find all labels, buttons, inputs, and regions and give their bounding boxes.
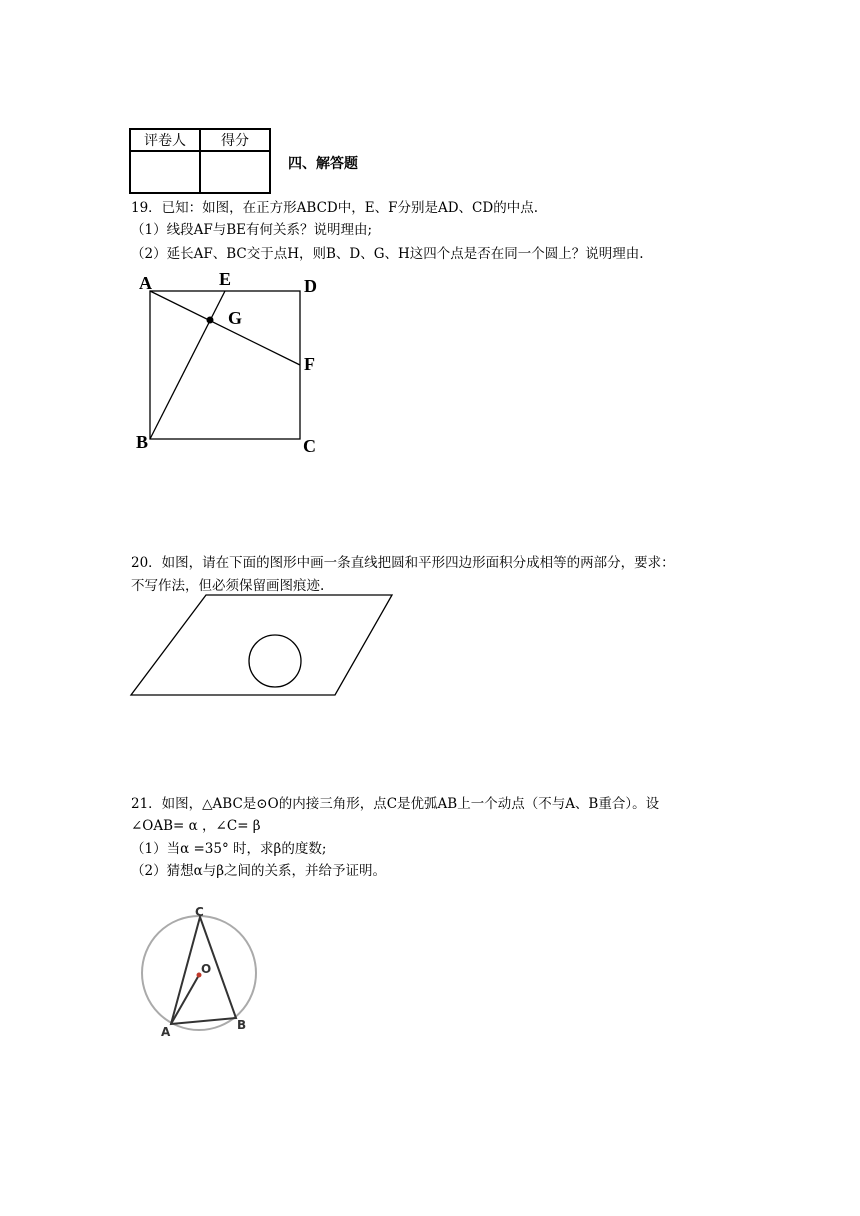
label-o: O <box>201 962 212 976</box>
q19-part1: （1）线段AF与BE有何关系？说明理由; <box>131 222 373 238</box>
q20-line1: 20．如图，请在下面的图形中画一条直线把圆和平形四边形面积分成相等的两部分，要求： <box>131 555 675 571</box>
q21-line2: ∠OAB= α ，∠C= β <box>131 818 261 834</box>
label-f: F <box>304 354 315 374</box>
q21-line1: 21．如图，△ABC是⊙O的内接三角形，点C是优弧AB上一个动点（不与A、B重合）。设 <box>131 796 660 812</box>
label-b: B <box>136 432 149 452</box>
q20-line2: 不写作法，但必须保留画图痕迹. <box>131 578 325 594</box>
q21-part2: （2）猜想α与β之间的关系，并给予证明。 <box>131 863 387 879</box>
segment-oa <box>171 975 199 1024</box>
label-e: E <box>219 269 232 289</box>
q21-part1: （1）当α =35° 时，求β的度数; <box>131 841 327 857</box>
section-title: 四、解答题 <box>288 156 358 172</box>
q19-stem: 19．已知：如图，在正方形ABCD中，E、F分别是AD、CD的中点. <box>131 200 538 216</box>
label-a2: A <box>161 1025 171 1039</box>
reviewer-header: 评卷人 <box>130 129 200 151</box>
label-c: C <box>303 436 316 456</box>
q19-part2: （2）延长AF、BC交于点H，则B、D、G、H这四个点是否在同一个圆上？说明理由. <box>131 246 644 262</box>
label-g: G <box>228 308 243 328</box>
label-d: D <box>304 276 317 296</box>
label-b2: B <box>237 1018 247 1032</box>
label-a: A <box>139 273 152 293</box>
score-header: 得分 <box>200 129 270 151</box>
label-c2: C <box>195 905 204 919</box>
